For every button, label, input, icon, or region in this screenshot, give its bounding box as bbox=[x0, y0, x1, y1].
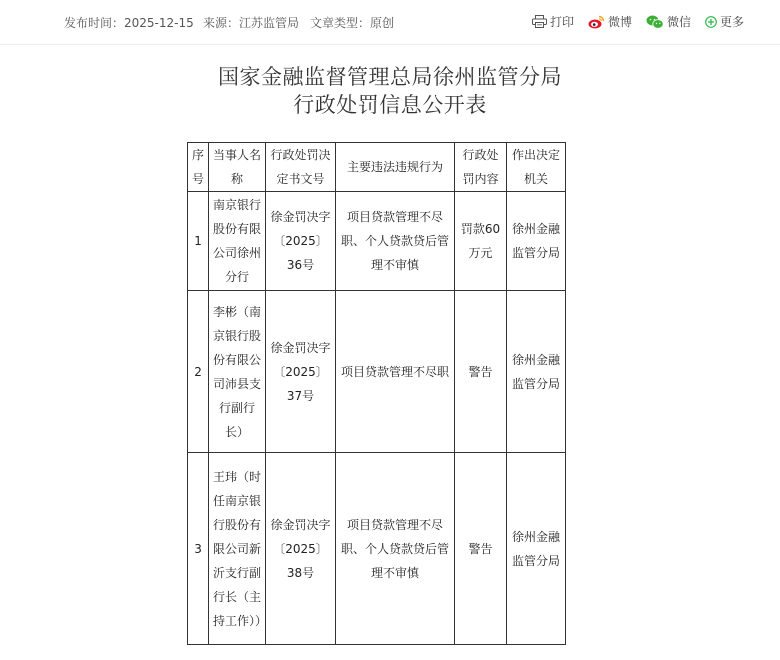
header-no: 序号 bbox=[188, 143, 209, 192]
wechat-label: 微信 bbox=[666, 15, 691, 29]
table-row bbox=[188, 453, 566, 645]
table-row bbox=[188, 192, 566, 291]
cell-party: 王玮（时任南京银行股份有限公司新沂支行副行长（主持工作）） bbox=[209, 453, 266, 645]
header-doc-number: 行政处罚决定书文号 bbox=[266, 143, 336, 192]
cell-authority: 徐州金融监管分局 bbox=[507, 291, 566, 453]
cell-party: 李彬（南京银行股份有限公司沛县支行副行长） bbox=[209, 291, 266, 453]
weibo-icon bbox=[588, 15, 605, 29]
cell-doc-number: 徐金罚决字〔2025〕37号 bbox=[266, 291, 336, 453]
more-label: 更多 bbox=[719, 15, 744, 29]
cell-no: 2 bbox=[188, 291, 209, 453]
cell-no: 3 bbox=[188, 453, 209, 645]
cell-no: 1 bbox=[188, 192, 209, 291]
cell-violation: 项目贷款管理不尽职、个人贷款贷后管理不审慎 bbox=[336, 453, 455, 645]
cell-violation: 项目贷款管理不尽职、个人贷款贷后管理不审慎 bbox=[336, 192, 455, 291]
more-share-button[interactable] bbox=[705, 13, 744, 30]
article-meta-bar bbox=[0, 0, 780, 45]
header-party: 当事人名称 bbox=[209, 143, 266, 192]
cell-penalty-content: 警告 bbox=[455, 453, 507, 645]
cell-doc-number: 徐金罚决字〔2025〕38号 bbox=[266, 453, 336, 645]
cell-penalty-content: 罚款60万元 bbox=[455, 192, 507, 291]
header-penalty-content: 行政处罚内容 bbox=[455, 143, 507, 192]
print-label: 打印 bbox=[549, 15, 574, 29]
wechat-share-button[interactable] bbox=[646, 13, 691, 30]
penalty-info-table bbox=[187, 142, 566, 645]
cell-penalty-content: 警告 bbox=[455, 291, 507, 453]
wechat-icon bbox=[646, 15, 664, 29]
article-type: 文章类型：原创 bbox=[310, 16, 395, 30]
printer-icon bbox=[532, 15, 547, 28]
header-authority: 作出决定机关 bbox=[507, 143, 566, 192]
print-button[interactable] bbox=[532, 13, 574, 30]
table-header-row bbox=[188, 143, 566, 192]
table-row bbox=[188, 291, 566, 453]
cell-violation: 项目贷款管理不尽职 bbox=[336, 291, 455, 453]
document-title-line-2: 行政处罚信息公开表 bbox=[293, 93, 487, 117]
cell-authority: 徐州金融监管分局 bbox=[507, 192, 566, 291]
document-title-line-1: 国家金融监督管理总局徐州监管分局 bbox=[218, 65, 562, 89]
weibo-share-button[interactable] bbox=[588, 13, 632, 30]
share-toolbar bbox=[532, 13, 744, 30]
cell-authority: 徐州金融监管分局 bbox=[507, 453, 566, 645]
article-source: 来源：江苏监管局 bbox=[203, 16, 300, 30]
weibo-label: 微博 bbox=[607, 15, 632, 29]
publish-date: 发布时间：2025-12-15 bbox=[64, 16, 194, 30]
header-violation: 主要违法违规行为 bbox=[336, 143, 455, 192]
cell-doc-number: 徐金罚决字〔2025〕36号 bbox=[266, 192, 336, 291]
cell-party: 南京银行股份有限公司徐州分行 bbox=[209, 192, 266, 291]
plus-circle-icon bbox=[705, 16, 717, 28]
